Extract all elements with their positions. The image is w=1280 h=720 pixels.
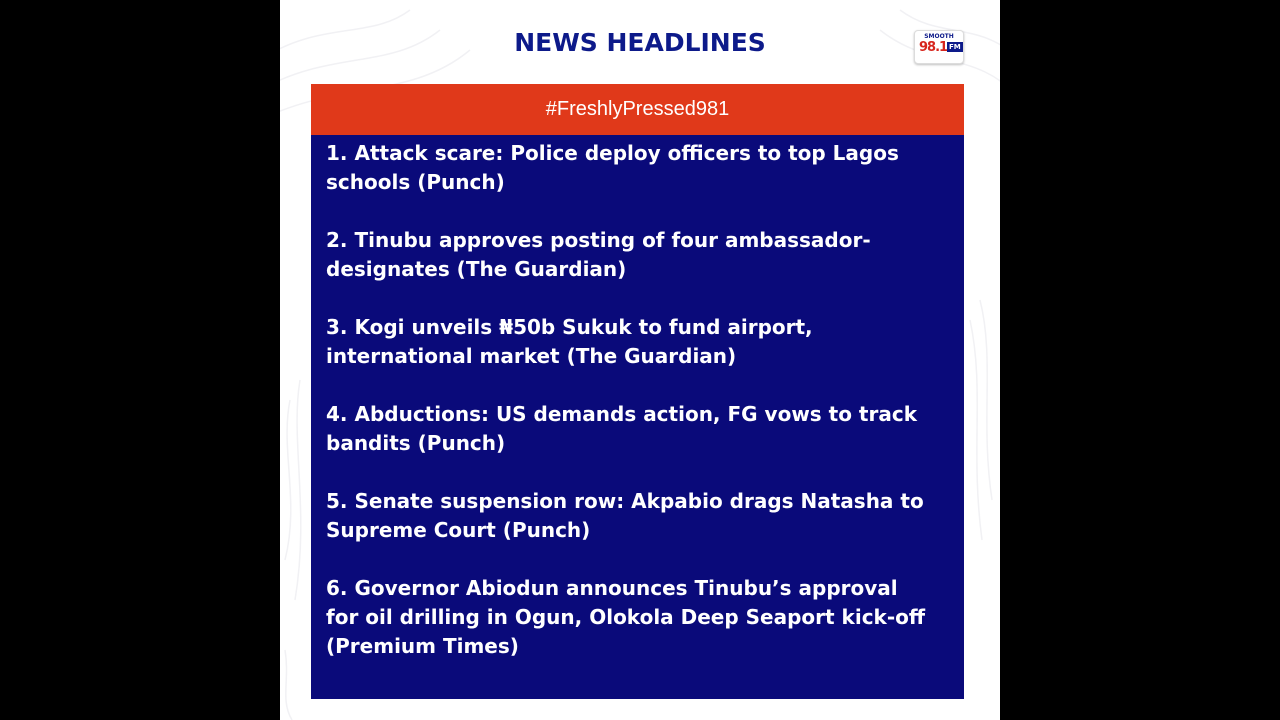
page-title: NEWS HEADLINES [514, 28, 766, 57]
hashtag-banner: #FreshlyPressed981 [311, 84, 964, 135]
headline-item: 6. Governor Abiodun announces Tinubu’s approval for oil drilling in Ogun, Olokola Deep Seaport kick-off (Premium Times) [326, 576, 926, 658]
headline-item: 1. Attack scare: Police deploy officers to top Lagos schools (Punch) [326, 141, 899, 194]
logo-band: FM [949, 43, 961, 51]
headlines-panel [311, 135, 964, 699]
headline-item: 4. Abductions: US demands action, FG vows to track bandits (Punch) [326, 402, 917, 455]
logo-frequency: 98.1 [919, 40, 948, 55]
headline-item: 2. Tinubu approves posting of four ambassador-designates (The Guardian) [326, 228, 871, 281]
logo-top-text: SMOOTH [924, 33, 954, 40]
headline-list [326, 139, 936, 661]
headline-item: 5. Senate suspension row: Akpabio drags Natasha to Supreme Court (Punch) [326, 489, 924, 542]
station-logo [914, 30, 964, 64]
news-card [280, 0, 1000, 720]
headline-item: 3. Kogi unveils ₦50b Sukuk to fund airport, international market (The Guardian) [326, 315, 813, 368]
